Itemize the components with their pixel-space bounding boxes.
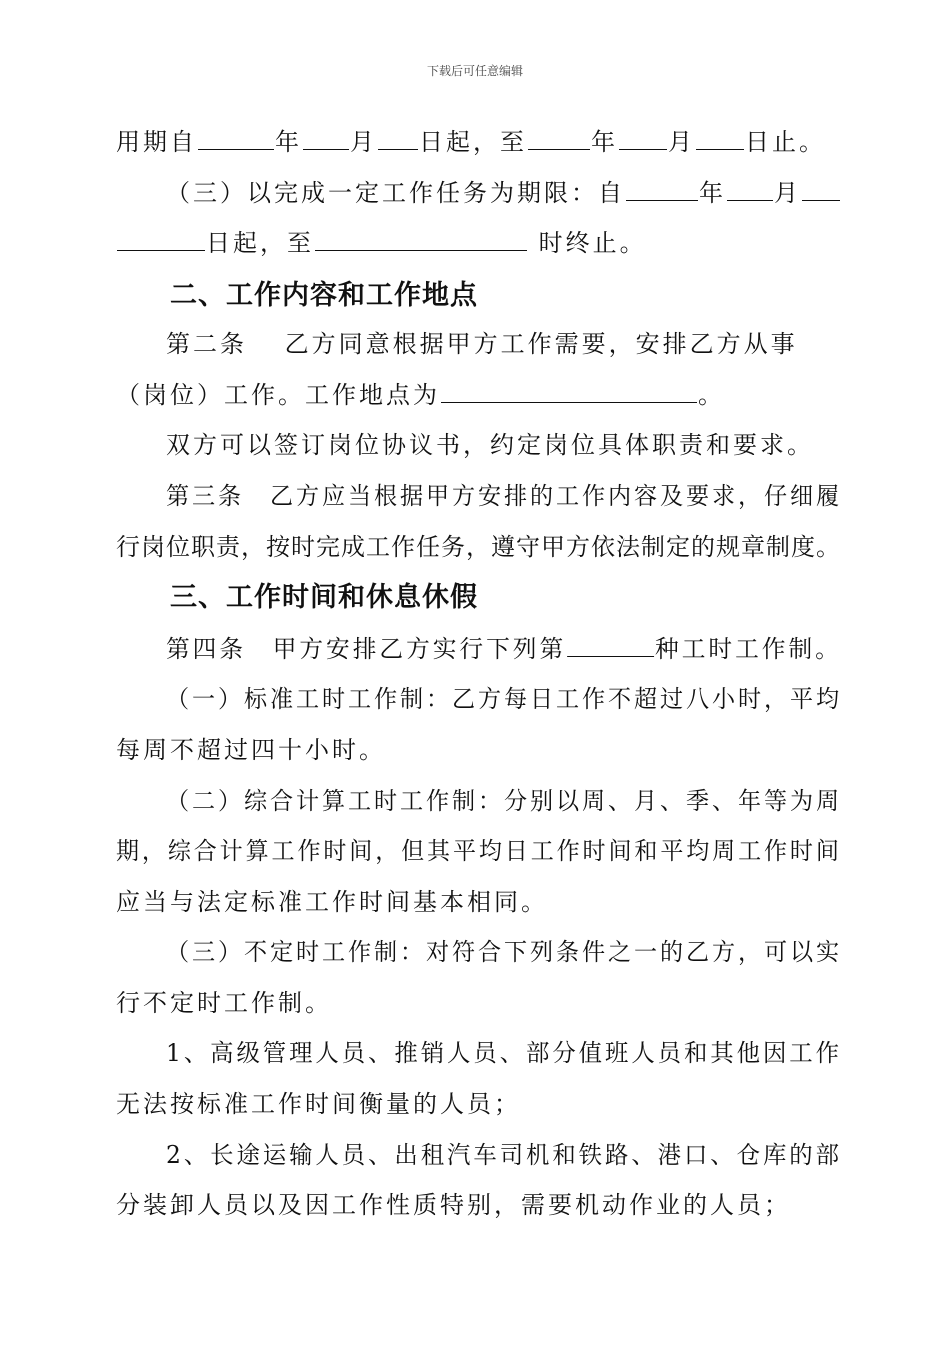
article-4-line: 第四条 甲方安排乙方实行下列第 种工时工作制。 <box>166 635 842 663</box>
list-item-1-line-2: 无法按标准工作时间衡量的人员； <box>116 1090 521 1118</box>
blank-end-day[interactable] <box>696 127 744 150</box>
blank-task-day-b[interactable] <box>117 228 205 251</box>
article-3-line-1: 第三条 乙方应当根据甲方安排的工作内容及要求，仔细履 <box>166 482 843 510</box>
article-2-line-3: 双方可以签订岗位协议书，约定岗位具体职责和要求。 <box>166 431 814 459</box>
standard-hours-line-2: 每周不超过四十小时。 <box>116 736 386 764</box>
task-term-end-line: 日起，至 时终止。 <box>116 226 647 260</box>
blank-end-year[interactable] <box>528 127 590 150</box>
comprehensive-hours-line-3: 应当与法定标准工作时间基本相同。 <box>116 888 548 916</box>
blank-start-month[interactable] <box>303 127 349 150</box>
term-period-line: 用期自 年 月 日起，至 年 月 日止。 <box>116 128 826 156</box>
comprehensive-hours-line-1: （二）综合计算工时工作制：分别以周、月、季、年等为周 <box>166 787 843 815</box>
section-heading-work-content: 二、工作内容和工作地点 <box>170 280 478 311</box>
blank-work-location[interactable] <box>441 380 697 403</box>
blank-task-end[interactable] <box>315 228 527 251</box>
blank-end-month[interactable] <box>619 127 667 150</box>
page-header: 下载后可任意编辑 <box>426 64 523 78</box>
article-2-line-1: 第二条 乙方同意根据甲方工作需要，安排乙方从事 <box>166 330 798 358</box>
blank-work-hour-system[interactable] <box>567 634 654 657</box>
article-2-line-2: （岗位）工作。工作地点为 。 <box>116 381 725 409</box>
flexible-hours-line-2: 行不定时工作制。 <box>116 989 332 1017</box>
task-term-line: （三）以完成一定工作任务为期限：自 年 月 <box>166 176 841 210</box>
list-item-1-line-1: 1、高级管理人员、推销人员、部分值班人员和其他因工作 <box>166 1039 842 1067</box>
flexible-hours-line-1: （三）不定时工作制：对符合下列条件之一的乙方，可以实 <box>166 938 843 966</box>
blank-task-day-a[interactable] <box>802 178 840 201</box>
list-item-2-line-1: 2、长途运输人员、出租汽车司机和铁路、港口、仓库的部 <box>166 1141 842 1169</box>
blank-start-day[interactable] <box>378 127 418 150</box>
blank-start-year[interactable] <box>198 127 274 150</box>
list-item-2-line-2: 分装卸人员以及因工作性质特别，需要机动作业的人员； <box>116 1191 791 1219</box>
blank-task-year[interactable] <box>626 178 698 201</box>
comprehensive-hours-line-2: 期，综合计算工作时间，但其平均日工作时间和平均周工作时间 <box>116 837 842 865</box>
blank-task-month[interactable] <box>727 178 773 201</box>
article-3-line-2: 行岗位职责，按时完成工作任务，遵守甲方依法制定的规章制度。 <box>116 533 841 561</box>
standard-hours-line-1: （一）标准工时工作制：乙方每日工作不超过八小时，平均 <box>166 685 843 713</box>
section-heading-work-time: 三、工作时间和休息休假 <box>170 582 478 613</box>
